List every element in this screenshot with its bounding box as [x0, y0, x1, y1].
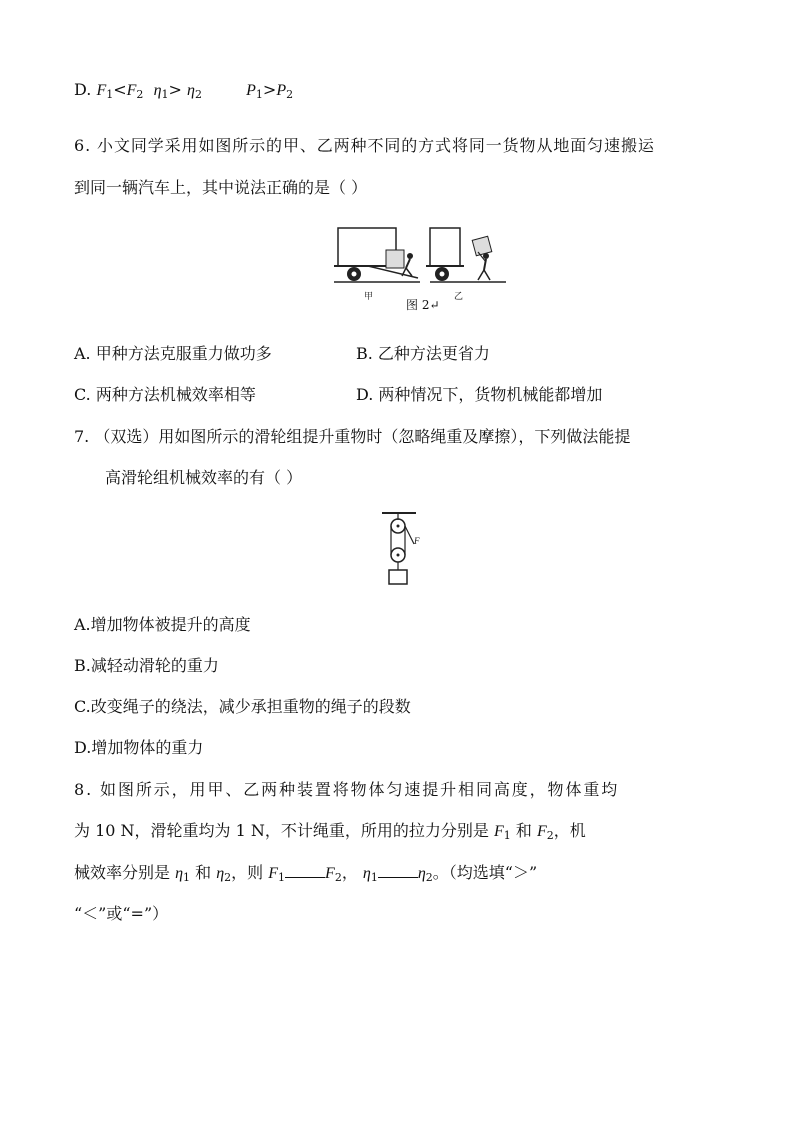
q7-option-a: A.增加物体被提升的高度: [74, 615, 251, 634]
q5-option-d: D. $F_1<F_2$ $\eta_1> \eta_2$ $P_1>P_2$: [74, 80, 294, 101]
q8-stem-line1: 8. 如图所示，用甲、乙两种装置将物体匀速提升相同高度，物体重均: [74, 780, 620, 799]
q8-stem-line2: 为 10 N，滑轮重均为 1 N，不计绳重，所用的拉力分别是 $F_1$ 和 $F_2$，机: [74, 821, 586, 842]
q7-stem-line2: 高滑轮组机械效率的有（ ）: [105, 468, 303, 487]
q8-stem-line3: 械效率分别是 $\eta_1$ 和 $\eta_2$，则 $F_1$ $F_2$， $\eta_1$ $\eta_2$。（均选填“＞”: [74, 863, 538, 884]
q7-option-b: B.减轻动滑轮的重力: [74, 656, 219, 675]
q7-stem-line1: 7. （双选）用如图所示的滑轮组提升重物时（忽略绳重及摩擦），下列做法能提: [74, 427, 631, 446]
q8-stem-line4: “＜”或“=”）: [74, 904, 169, 923]
q6-option-d: D. 两种情况下，货物机械能都增加: [356, 385, 603, 404]
q8-blank-1[interactable]: [285, 863, 325, 878]
q6-label-yi: 乙: [454, 292, 464, 302]
q7-option-c: C.改变绳子的绕法，减少承担重物的绳子的段数: [74, 697, 411, 716]
q8-blank-2[interactable]: [378, 863, 418, 878]
q6-option-a: A. 甲种方法克服重力做功多: [74, 344, 272, 363]
q6-label-jia: 甲: [364, 292, 374, 302]
q6-stem-line1: 6. 小文同学采用如图所示的甲、乙两种不同的方式将同一货物从地面匀速搬运: [74, 136, 655, 155]
q6-option-b: B. 乙种方法更省力: [356, 344, 490, 363]
q6-option-c: C. 两种方法机械效率相等: [74, 385, 256, 404]
q6-stem-line2: 到同一辆汽车上，其中说法正确的是（ ）: [74, 178, 368, 197]
q6-figure-caption: 图 2↵: [406, 298, 440, 312]
q7-fig-label-F: F: [414, 536, 420, 546]
q7-option-d: D.增加物体的重力: [74, 738, 204, 757]
